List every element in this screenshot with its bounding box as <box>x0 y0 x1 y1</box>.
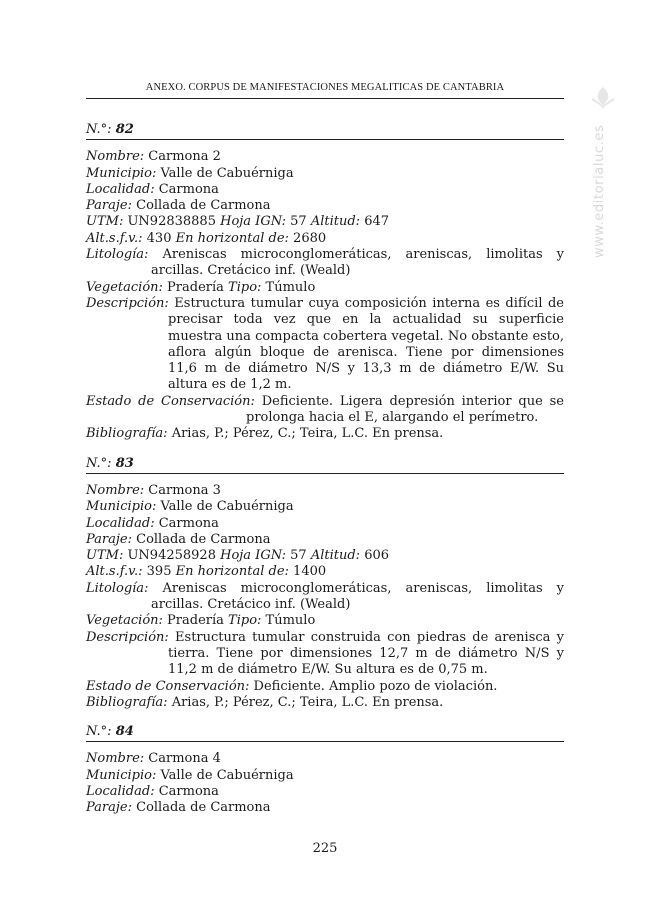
field-utm: UTM: UN92838885 Hoja IGN: 57 Altitud: 647 <box>86 214 390 230</box>
entry <box>86 724 564 816</box>
field-descripcion: Descripción: Estructura tumular cuya composición interna es difícil de precisar toda vez que en la actualidad su superficie muestra una compacta cobertera vegetal. No obstante esto, aflora algún bloque de arenisca. Tiene por dimensiones 11,6 m de diámetro N/S y 13,3 m de diámetro E/W. Su altura es de 1,2 m. <box>86 295 564 393</box>
entry-number: N.°: 84 <box>86 724 564 742</box>
field-utm: UTM: UN94258928 Hoja IGN: 57 Altitud: 606 <box>86 548 390 564</box>
entries <box>86 122 564 830</box>
entry-number: N.°: 82 <box>86 122 564 140</box>
field-nombre: Nombre: Carmona 2 <box>86 149 221 165</box>
field-nombre: Nombre: Carmona 4 <box>86 751 221 767</box>
field-municipio: Municipio: Valle de Cabuérniga <box>86 165 294 181</box>
field-estado: Estado de Conservación: Deficiente. Amplio pozo de violación. <box>86 678 498 694</box>
field-nombre: Nombre: Carmona 3 <box>86 482 221 498</box>
page-number: 225 <box>312 841 338 856</box>
field-estado: Estado de Conservación: Deficiente. Ligera depresión interior que se prolonga hacia el E, alargando el perímetro. <box>86 393 564 426</box>
header-rule <box>86 98 564 99</box>
entry <box>86 456 564 711</box>
field-vegetacion: Vegetación: Pradería Tipo: Túmulo <box>86 613 316 629</box>
field-litologia: Litología: Areniscas microconglomeráticas, areniscas, limolitas y arcillas. Cretácico inf. (Weald) <box>86 580 565 613</box>
field-vegetacion: Vegetación: Pradería Tipo: Túmulo <box>86 279 316 295</box>
field-descripcion: Descripción: Estructura tumular construida con piedras de arenisca y tierra. Tiene por dimensiones 12,7 m de diámetro N/S y 11,2 m de diámetro E/W. Su altura es de 0,75 m. <box>86 629 564 678</box>
field-localidad: Localidad: Carmona <box>86 783 219 799</box>
field-municipio: Municipio: Valle de Cabuérniga <box>86 499 294 515</box>
watermark-text: www.editorialuc.es <box>592 124 607 258</box>
field-paraje: Paraje: Collada de Carmona <box>86 531 271 547</box>
running-header: ANEXO. CORPUS DE MANIFESTACIONES MEGALITICAS DE CANTABRIA <box>145 82 505 93</box>
field-bibliografia: Bibliografía: Arias, P.; Pérez, C.; Teira, L.C. En prensa. <box>86 426 444 442</box>
field-municipio: Municipio: Valle de Cabuérniga <box>86 767 294 783</box>
field-localidad: Localidad: Carmona <box>86 181 219 197</box>
field-paraje: Paraje: Collada de Carmona <box>86 800 271 816</box>
field-localidad: Localidad: Carmona <box>86 515 219 531</box>
entry <box>86 122 564 443</box>
entry-number: N.°: 83 <box>86 456 564 474</box>
leaf-logo-icon <box>590 85 616 109</box>
field-bibliografia: Bibliografía: Arias, P.; Pérez, C.; Teira, L.C. En prensa. <box>86 694 444 710</box>
field-alt: Alt.s.f.v.: 395 En horizontal de: 1400 <box>86 564 327 580</box>
field-paraje: Paraje: Collada de Carmona <box>86 198 271 214</box>
field-alt: Alt.s.f.v.: 430 En horizontal de: 2680 <box>86 230 327 246</box>
field-litologia: Litología: Areniscas microconglomeráticas, areniscas, limolitas y arcillas. Cretácico inf. (Weald) <box>86 247 565 279</box>
